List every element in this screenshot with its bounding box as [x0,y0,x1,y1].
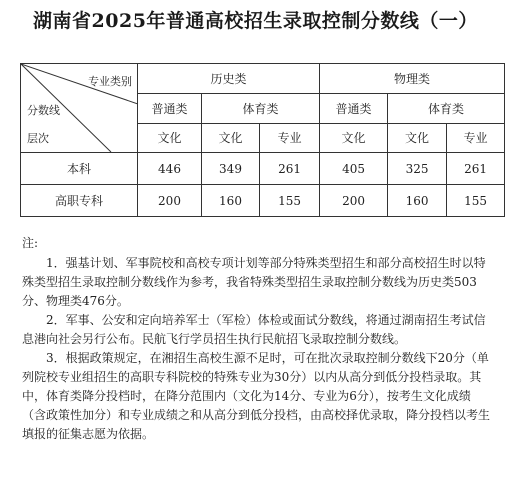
table-cell: 405 [320,153,388,185]
table-cell: 446 [138,153,202,185]
table-cell: 160 [388,185,447,217]
column-header: 专业 [447,123,505,152]
table-row [21,153,505,185]
group-header-history: 历史类 [138,64,320,94]
group-header-physics: 物理类 [320,64,505,94]
table-cell: 349 [202,153,260,185]
corner-label-category: 专业类别 [88,75,132,88]
column-header: 专业 [260,123,320,152]
table-cell: 261 [260,153,320,185]
column-header: 文化 [138,123,202,152]
notes-header: 注: [22,236,39,250]
column-header: 文化 [388,123,447,152]
row-label: 高职专科 [21,185,138,217]
table-cell: 261 [447,153,505,185]
corner-label-level: 层次 [27,132,49,145]
subgroup-header: 体育类 [388,94,505,123]
score-table [20,63,505,217]
notes-section [22,234,492,444]
note-item: 3．根据政策规定，在湘招生高校生源不足时，可在批次录取控制分数线下20分（单列院校专业组招生的高职专科院校的特殊专业为30分）以内从高分到低分投档录取。其中，体育类降分投档时，在降分范围内（文化为14分、专业为6分），按考生文化成绩（含政策性加分）和专业成绩之和从高分到低分投档，由高校择优录取，降分投档以考生填报的征集志愿为依据。 [22,351,491,441]
note-item: 1．强基计划、军事院校和高校专项计划等部分特殊类型招生和部分高校招生时以特殊类型招生录取控制分数线作为参考，我省特殊类型招生录取控制分数线为历史类503分、物理类476分。 [22,256,486,308]
table-corner-header [21,64,138,153]
page-title: 湖南省2025年普通高校招生录取控制分数线（一） [33,10,478,32]
table-cell: 325 [388,153,447,185]
note-item: 2．军事、公安和定向培养军士（军检）体检或面试分数线，将通过湖南招生考试信息港向社会另行公布。民航飞行学员招生执行民航招飞录取控制分数线。 [22,313,486,346]
table-cell: 160 [202,185,260,217]
column-header: 文化 [320,123,388,152]
table-cell: 200 [320,185,388,217]
subgroup-header: 体育类 [202,94,320,123]
corner-label-score: 分数线 [27,104,60,117]
column-header: 文化 [202,123,260,152]
table-cell: 155 [447,185,505,217]
table-cell: 200 [138,185,202,217]
row-label: 本科 [21,153,138,185]
subgroup-header: 普通类 [138,94,202,123]
subgroup-header: 普通类 [320,94,388,123]
table-row [21,185,505,217]
table-cell: 155 [260,185,320,217]
